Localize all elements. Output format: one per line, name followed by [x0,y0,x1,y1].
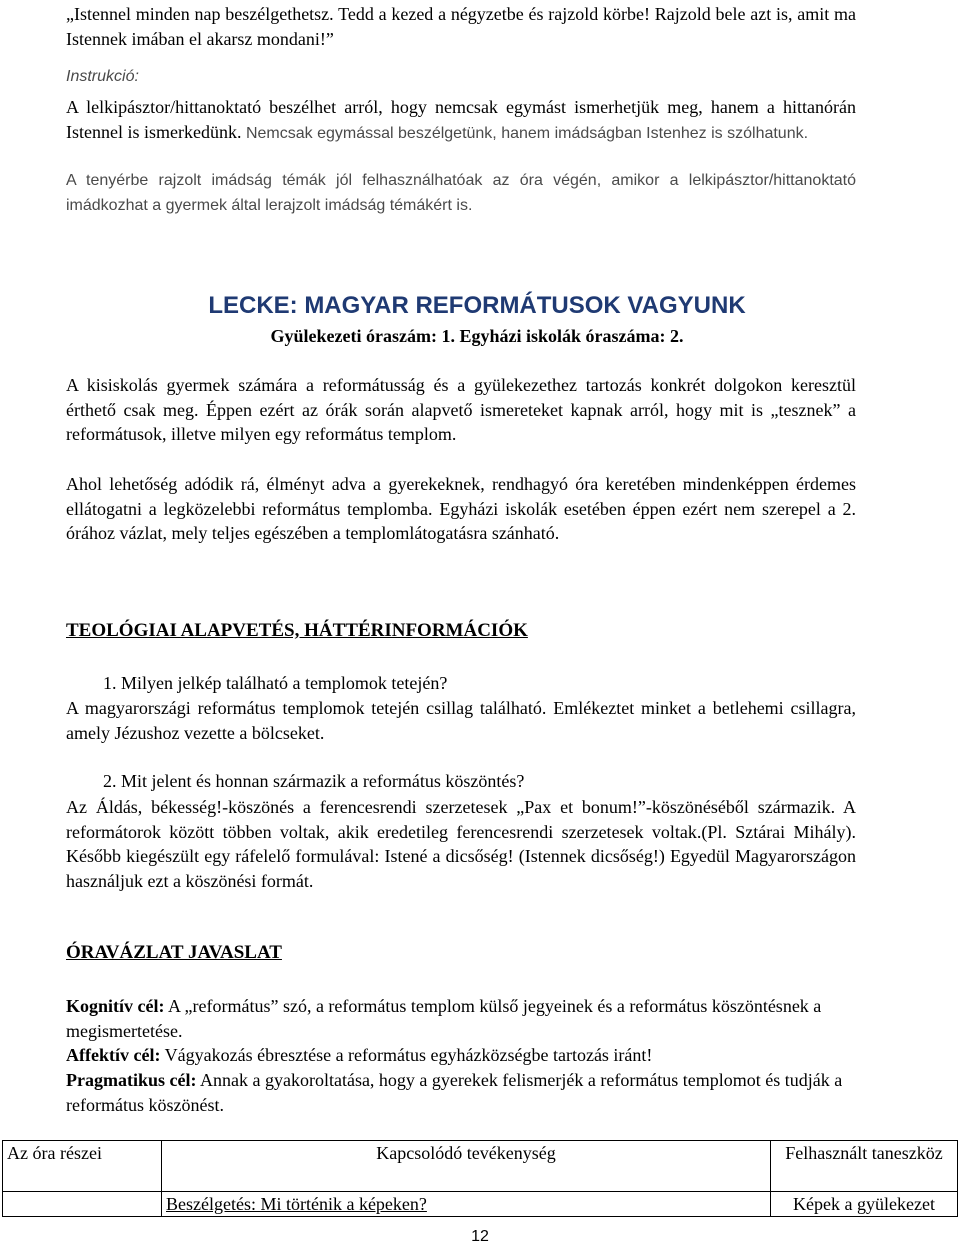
affective-goal-text: Vágyakozás ébresztése a református egyházközségbe tartozás iránt! [164,1045,653,1065]
table-activity-text: Beszélgetés: Mi történik a képeken? [166,1194,427,1214]
table-header-tools: Felhasznált taneszköz [771,1141,958,1192]
table-cell-activity [162,1192,771,1217]
theology-heading: TEOLÓGIAI ALAPVETÉS, HÁTTÉRINFORMÁCIÓK [66,620,528,641]
intro-quote: „Istennel minden nap beszélgethetsz. Tedd a kezed a négyzetbe és rajzold körbe! Rajzold bele azt is, amit ma Istennek imában el akarsz mondani!” [66,4,856,49]
instruction-paragraph-2: A tenyérbe rajzolt imádság témák jól felhasználhatóak az óra végén, amikor a lelkipásztor/hittanoktató imádkozhat a gyermek által lerajzolt imádság témákért is. [66,172,856,214]
table-header-row [3,1141,958,1192]
plan-heading: ÓRAVÁZLAT JAVASLAT [66,942,282,963]
affective-goal-label: Affektív cél: [66,1045,161,1065]
lesson-title: LECKE: MAGYAR REFORMÁTUSOK VAGYUNK [208,292,746,319]
instruction-text-serif: A lelkipásztor/hittanoktató beszélhet arról, hogy nemcsak egymást ismerhetjük meg, hanem a hittanórán Istennel is ismerkedünk. [66,97,856,142]
instruction-label: Instrukció: [66,68,139,85]
cognitive-goal [66,994,856,1044]
table-cell-tools: Képek a gyülekezet [771,1192,958,1217]
answer-1: A magyarországi református templomok tetején csillag található. Emlékeztet minket a betlehemi csillagra, amely Jézushoz vezette a bölcseket. [66,698,856,743]
question-2: 2. Mit jelent és honnan származik a református köszöntés? [103,771,525,791]
instruction-text-sans: Nemcsak egymással beszélgetünk, hanem imádságban Istenhez is szólhatunk. [245,124,809,142]
pragmatic-goal-text: Annak a gyakoroltatása, hogy a gyerekek felismerjék a református templomot és tudják a református köszönést. [66,1070,843,1115]
instruction-paragraph [66,95,856,146]
cognitive-goal-label: Kognitív cél: [66,996,165,1016]
table-row [3,1192,958,1217]
cognitive-goal-text: A „református” szó, a református templom külső jegyeinek és a református köszöntésnek a megismertetése. [66,996,822,1041]
lesson-plan-table [2,1140,958,1217]
pragmatic-goal [66,1068,856,1118]
lesson-hours: Gyülekezeti óraszám: 1. Egyházi iskolák óraszáma: 2. [270,326,684,346]
affective-goal [66,1043,856,1068]
question-1: 1. Milyen jelkép található a templomok tetején? [103,673,448,693]
table-header-activity: Kapcsolódó tevékenység [162,1141,771,1192]
lesson-paragraph-2: Ahol lehetőség adódik rá, élményt adva a gyerekeknek, rendhagyó óra keretében mindenképpen érdemes ellátogatni a legközelebbi református templomba. Egyházi iskolák esetében éppen ezért nem szerepel a 2. órához vázlat, mely teljes egészében a templomlátogatásra szánható. [66,474,856,543]
table-header-parts: Az óra részei [3,1141,162,1192]
page-number: 12 [471,1228,489,1245]
pragmatic-goal-label: Pragmatikus cél: [66,1070,197,1090]
answer-2: Az Áldás, békesség!-köszönés a ferencesrendi szerzetesek „Pax et bonum!”-köszönéséből származik. A reformátorok között többen voltak, akik eredetileg ferencesrendi szerzetesek voltak.(Pl. Sztárai Mihály). Később kiegészült egy ráfelelő formulával: Istené a dicsőség! (Istennek dicsőség!) Egyedül Magyarországon használjuk ezt a köszönési formát. [66,797,856,891]
lesson-paragraph-1: A kisiskolás gyermek számára a reformátusság és a gyülekezethez tartozás konkrét dolgokon keresztül érthető csak meg. Éppen ezért az órák során alapvető ismereteket kapnak arról, hogy mit is „tesznek” a reformátusok, illetve milyen egy református templom. [66,375,856,444]
table-cell-parts [3,1192,162,1217]
